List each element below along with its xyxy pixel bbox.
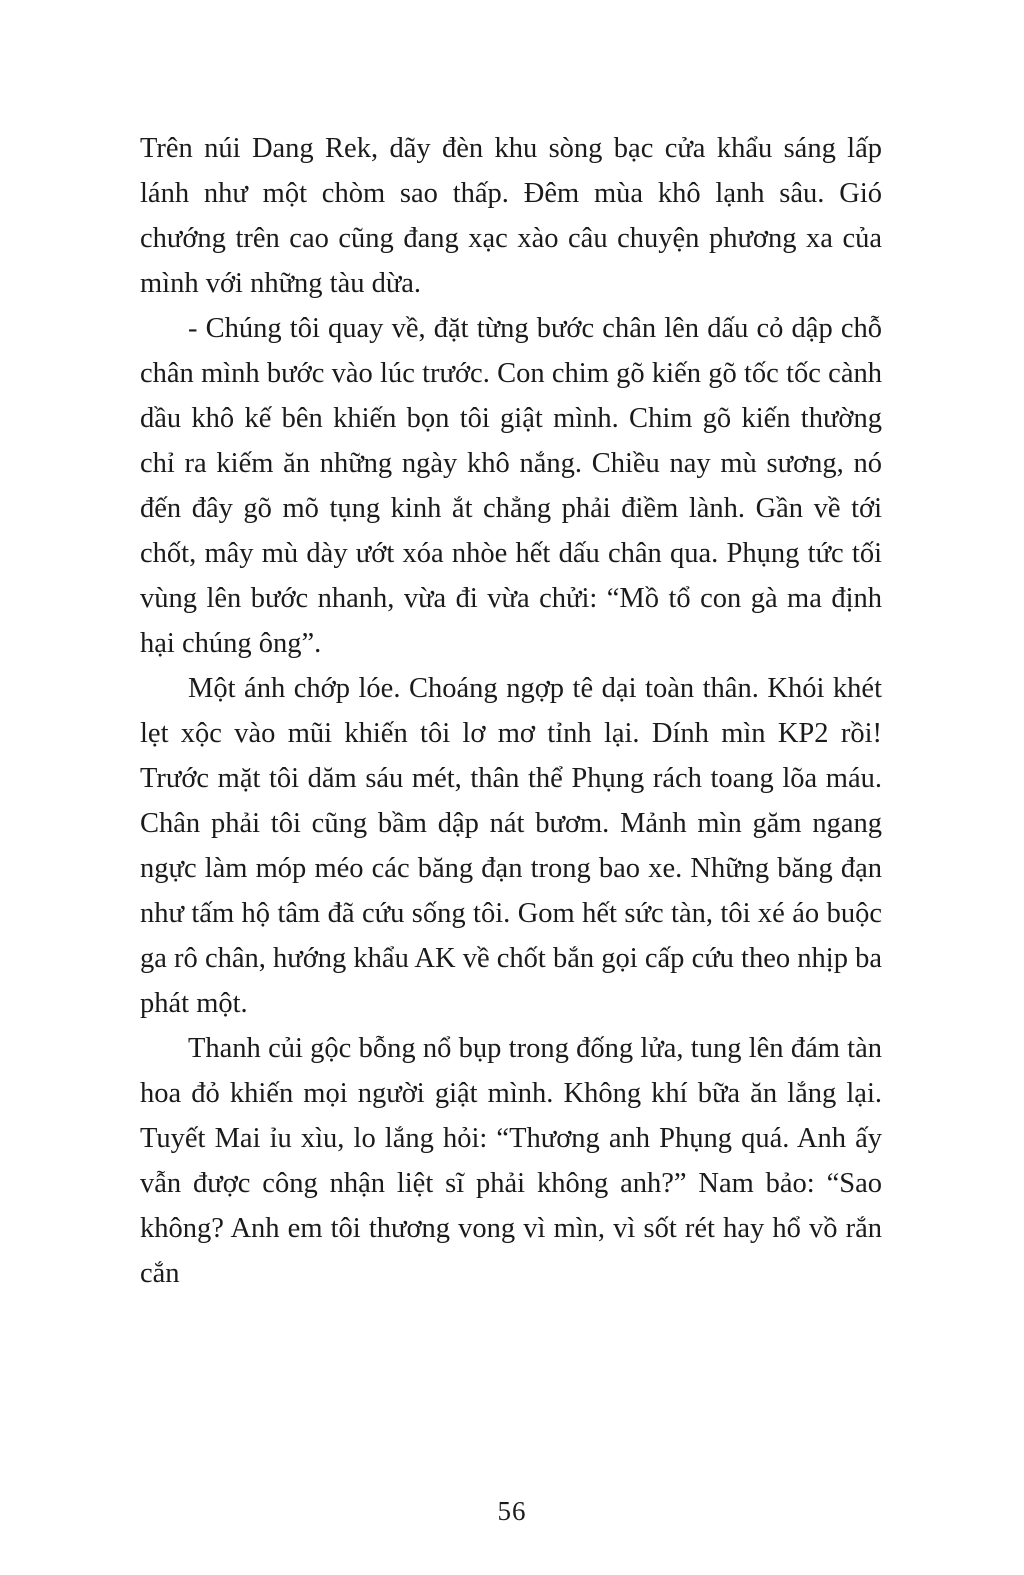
paragraph-4: Thanh củi gộc bỗng nổ bụp trong đống lửa, tung lên đám tàn hoa đỏ khiến mọi người giật mình. Không khí bữa ăn lắng lại. Tuyết Mai ỉu xìu, lo lắng hỏi: “Thương anh Phụng quá. Anh ấy vẫn được công nhận liệt sĩ phải không anh?” Nam bảo: “Sao không? Anh em tôi thương vong vì mìn, vì sốt rét hay hổ vồ rắn cắn: [140, 1033, 882, 1289]
page-number: 56: [497, 1496, 527, 1526]
page-text-block: [140, 126, 882, 1296]
paragraph-1: Trên núi Dang Rek, dãy đèn khu sòng bạc cửa khẩu sáng lấp lánh như một chòm sao thấp. Đêm mùa khô lạnh sâu. Gió chướng trên cao cũng đang xạc xào câu chuyện phương xa của mình với những tàu dừa.: [140, 133, 882, 299]
page-footer: [0, 1496, 1024, 1527]
paragraph-3: Một ánh chớp lóe. Choáng ngợp tê dại toàn thân. Khói khét lẹt xộc vào mũi khiến tôi lơ mơ tỉnh lại. Dính mìn KP2 rồi! Trước mặt tôi dăm sáu mét, thân thể Phụng rách toang lõa máu. Chân phải tôi cũng bầm dập nát bươm. Mảnh mìn găm ngang ngực làm móp méo các băng đạn trong bao xe. Những băng đạn như tấm hộ tâm đã cứu sống tôi. Gom hết sức tàn, tôi xé áo buộc ga rô chân, hướng khẩu AK về chốt bắn gọi cấp cứu theo nhịp ba phát một.: [140, 673, 882, 1019]
paragraph-2: - Chúng tôi quay về, đặt từng bước chân lên dấu cỏ dập chỗ chân mình bước vào lúc trước. Con chim gõ kiến gõ tốc tốc cành dầu khô kế bên khiến bọn tôi giật mình. Chim gõ kiến thường chỉ ra kiếm ăn những ngày khô nắng. Chiều nay mù sương, nó đến đây gõ mõ tụng kinh ắt chẳng phải điềm lành. Gần về tới chốt, mây mù dày ướt xóa nhòe hết dấu chân qua. Phụng tức tối vùng lên bước nhanh, vừa đi vừa chửi: “Mồ tổ con gà ma định hại chúng ông”.: [140, 313, 882, 659]
